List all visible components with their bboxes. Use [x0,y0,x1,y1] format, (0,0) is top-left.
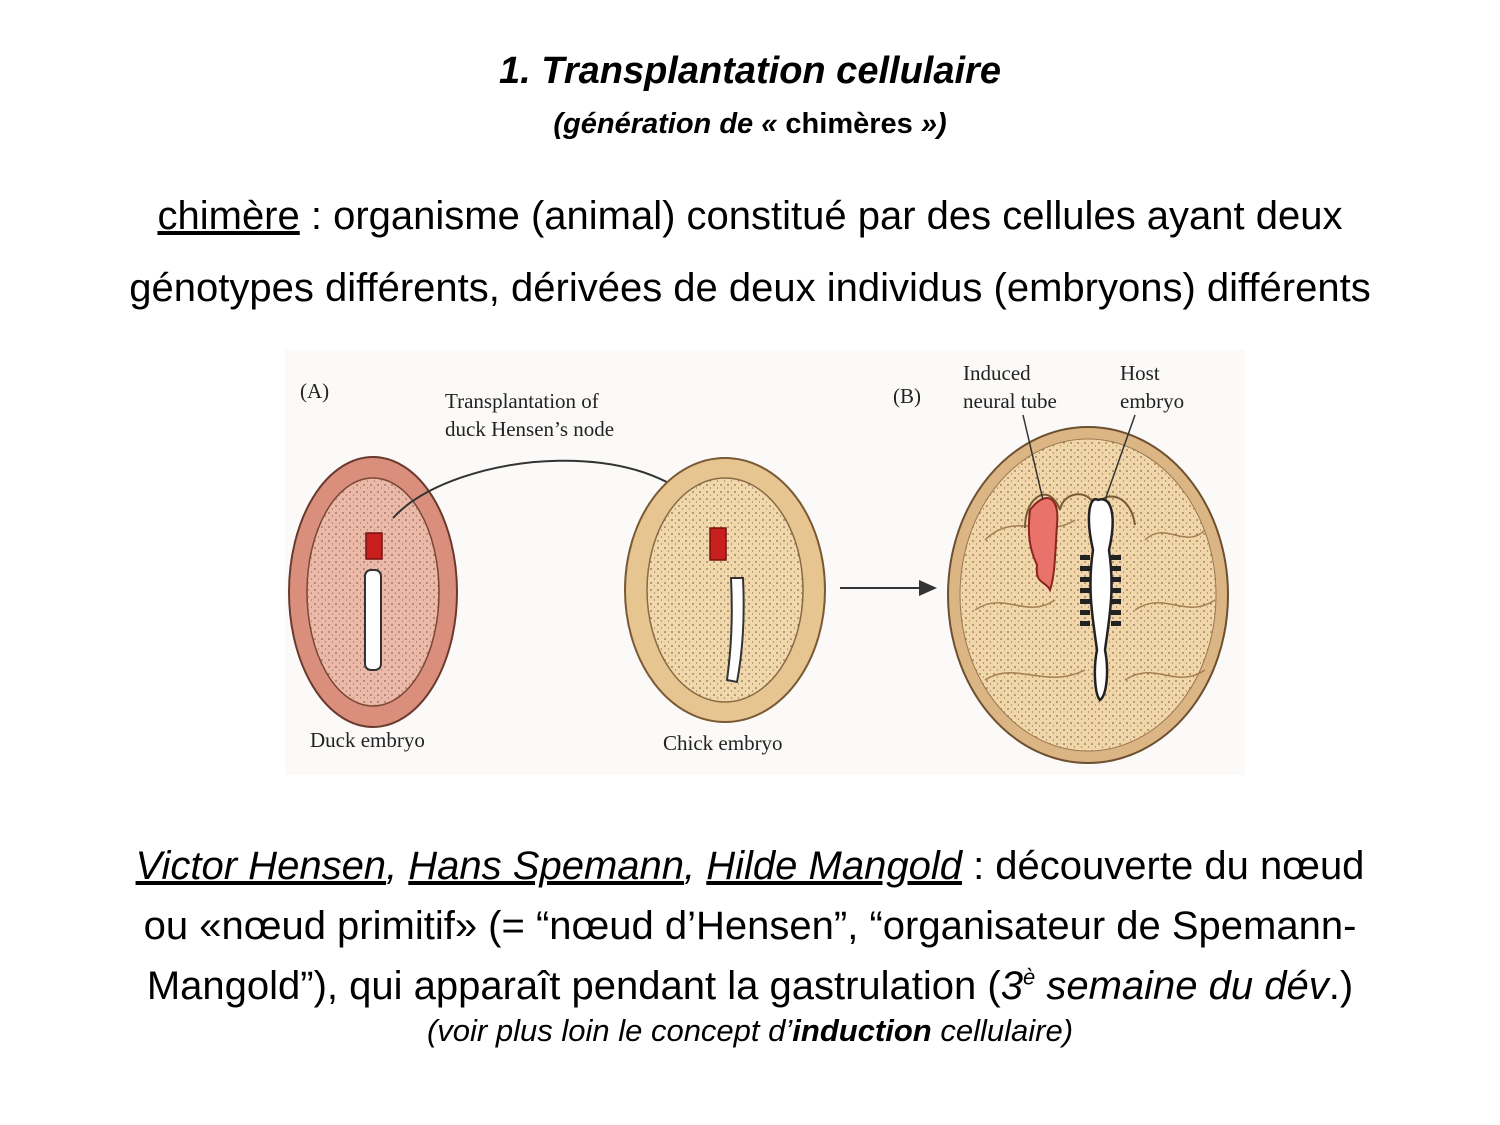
transplant-label-line2: duck Hensen’s node [445,417,615,441]
name-victor-hensen: Victor Hensen [135,844,387,888]
induced-label-line1: Induced [963,361,1031,385]
host-label-line2: embryo [1120,389,1185,413]
subtitle-close: ») [912,108,947,140]
history-line1: : découverte du nœud [961,844,1365,888]
chick-embryo [625,458,825,722]
name-hans-spemann: Hans Spemann [408,844,685,888]
duck-hensen-node [366,533,382,559]
panel-a-label: (A) [300,379,330,403]
note-close: cellulaire) [931,1013,1074,1048]
separator-2: , [684,844,707,888]
slide-title: 1. Transplantation cellulaire [499,50,1001,92]
transplant-label-line1: Transplantation of [445,389,599,413]
week-text: semaine du dév [1035,964,1329,1008]
chick-embryo-label: Chick embryo [663,731,783,755]
history-line3-start: Mangold”), qui apparaît pendant la gastrulation ( [146,964,1001,1008]
history-line3-end: .) [1328,964,1354,1008]
embryo-figure [285,350,1245,775]
embryo-illustration [285,350,1245,775]
separator-1: , [386,844,409,888]
definition-text [20,180,1480,324]
name-hilde-mangold: Hilde Mangold [706,844,962,888]
history-line2: ou «nœud primitif» (= “nœud d’Hensen”, “organisateur de Spemann- [143,904,1357,948]
subtitle-open: (génération de « [553,108,786,140]
definition-term: chimère [157,194,300,238]
note-bold: induction [792,1013,932,1048]
host-label-line1: Host [1120,361,1160,385]
subtitle-term: chimères [785,108,913,140]
panel-b-label: (B) [893,384,921,408]
chimera-embryo [948,415,1228,763]
duck-embryo-label: Duck embryo [310,728,425,752]
duck-embryo [289,457,457,727]
slide-subtitle [0,108,1500,141]
definition-line1: : organisme (animal) constitué par des cellules ayant deux [299,194,1343,238]
induced-label-line2: neural tube [963,389,1057,413]
note-open: (voir plus loin le concept d’ [426,1013,793,1048]
week-number: 3 [1000,964,1023,1008]
induction-note [0,1013,1500,1049]
definition-line2: génotypes différents, dérivées de deux individus (embryons) différents [129,266,1371,310]
week-superscript: è [1022,964,1036,990]
history-paragraph [40,836,1460,1016]
transplanted-node [710,528,726,560]
